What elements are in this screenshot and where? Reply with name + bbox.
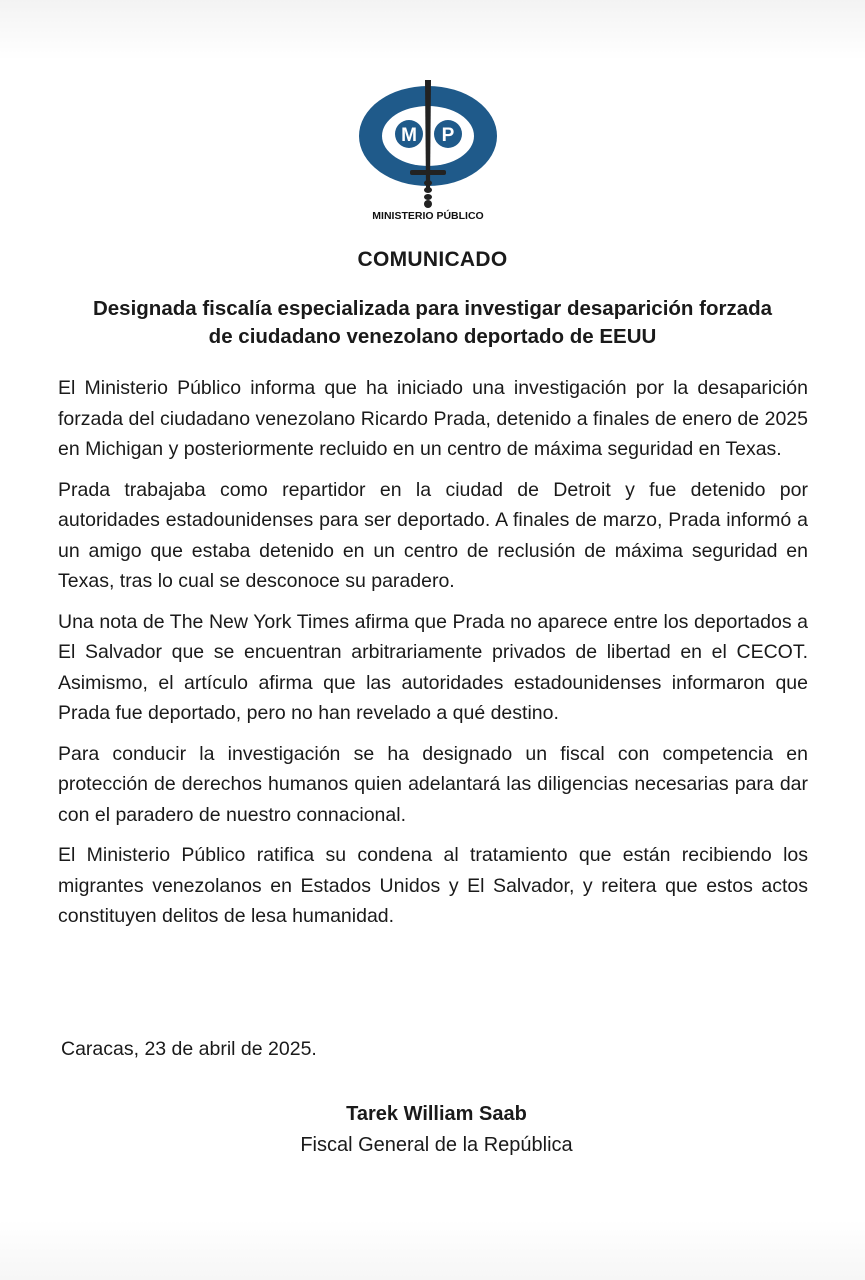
headline [40,295,825,351]
emblem-letter-p: P [441,125,455,146]
paragraph-2: Prada trabajaba como repartidor en la ciudad de Detroit y fue detenido por autoridades estadounidenses para ser deportado. A finales de marzo, Prada informó a un amigo que estaba detenido en un centro de reclusión de máxima seguridad en Texas, tras lo cual se desconoce su paradero. [58,478,808,592]
mp-emblem [344,78,514,228]
document-date: Caracas, 23 de abril de 2025. [61,1038,317,1060]
paragraph-1: El Ministerio Público informa que ha iniciado una investigación por la desaparición forzada del ciudadano venezolano Ricardo Prada, detenido a finales de enero de 2025 en Michigan y posteriormente recluido en un centro de máxima seguridad en Texas. [58,377,808,460]
signer-name: Tarek William Saab [346,1103,527,1125]
paragraph-4: Para conducir la investigación se ha designado un fiscal con competencia en protección de derechos humanos quien adelantará las diligencias necesarias para dar con el paradero de nuestro connacional. [58,742,808,826]
signature-block [0,1103,865,1157]
document-title: COMUNICADO [357,248,508,271]
ministerio-publico-logo [344,78,514,228]
headline-line-1: Designada fiscalía especializada para investigar desaparición forzada [92,297,773,320]
body-text [58,373,808,942]
signer-role: Fiscal General de la República [300,1134,573,1156]
logo-caption: MINISTERIO PÚBLICO [372,210,484,222]
emblem-letter-m: M [401,125,417,146]
paragraph-5: El Ministerio Público ratifica su condena al tratamiento que están recibiendo los migrantes venezolanos en Estados Unidos y El Salvador, y reitera que estos actos constituyen delitos de lesa humanidad. [58,844,808,927]
headline-line-2: de ciudadano venezolano deportado de EEUU [208,325,657,348]
paragraph-3: Una nota de The New York Times afirma que Prada no aparece entre los deportados a El Salvador que se encuentran arbitrariamente privados de libertad en el CECOT. Asimismo, el artículo afirma que las autoridades estadounidenses informaron que Prada fue deportado, pero no han revelado a qué destino. [58,610,808,724]
